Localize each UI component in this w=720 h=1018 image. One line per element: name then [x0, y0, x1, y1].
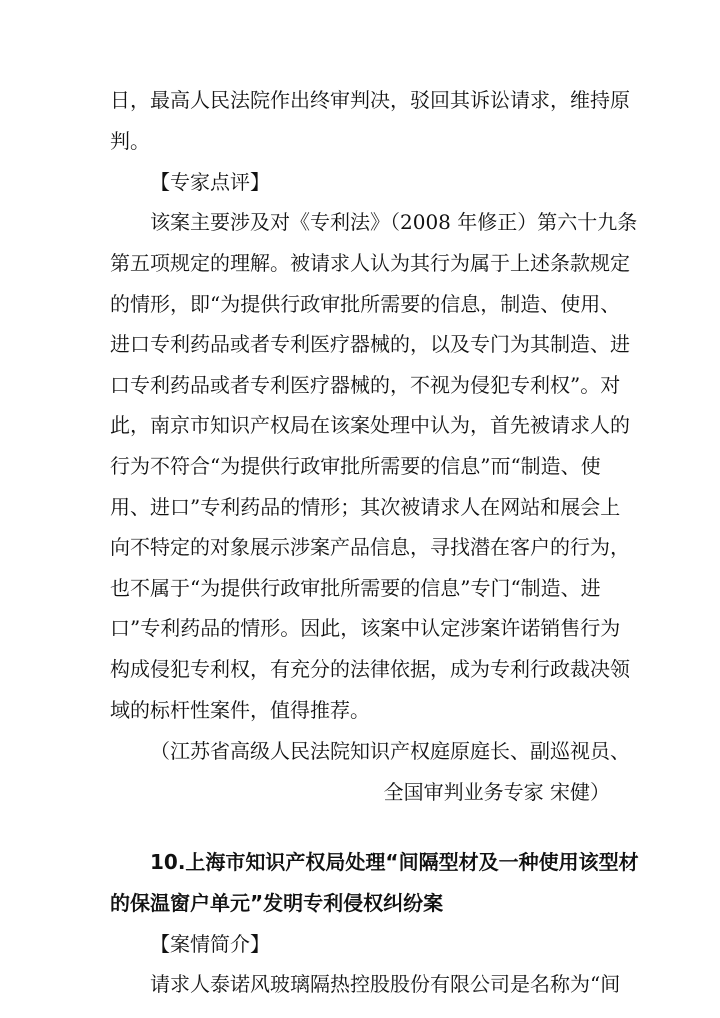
- body-line: 第五项规定的理解。被请求人认为其行为属于上述条款规定: [110, 251, 630, 275]
- body-line: 口专利药品或者专利医疗器械的，不视为侵犯专利权”。对: [110, 373, 621, 397]
- body-line: 进口专利药品或者专利医疗器械的，以及专门为其制造、进: [110, 332, 630, 356]
- body-line: 向不特定的对象展示涉案产品信息，寻找潜在客户的行为，: [110, 535, 630, 559]
- body-line: 也不属于“为提供行政审批所需要的信息”专门“制造、进: [110, 576, 601, 600]
- body-line: 域的标杆性案件，值得推荐。: [110, 698, 370, 722]
- body-line: 请求人泰诺风玻璃隔热控股股份有限公司是名称为“间: [150, 972, 621, 996]
- body-line: 构成侵犯专利权，有充分的法律依据，成为专利行政裁决领: [110, 657, 630, 681]
- body-line: 此，南京市知识产权局在该案处理中认为，首先被请求人的: [110, 413, 630, 437]
- case-title: 10.上海市知识产权局处理“间隔型材及一种使用该型材: [150, 850, 639, 874]
- body-line: 的情形，即“为提供行政审批所需要的信息，制造、使用、: [110, 292, 621, 316]
- body-line: 用、进口”专利药品的情形；其次被请求人在网站和展会上: [110, 495, 621, 519]
- section-heading-expert-comment: 【专家点评】: [150, 170, 270, 194]
- expert-attribution: （江苏省高级人民法院知识产权庭原庭长、副巡视员、: [150, 739, 630, 763]
- body-line: 口”专利药品的情形。因此，该案中认定涉案许诺销售行为: [110, 616, 621, 640]
- body-line: 该案主要涉及对《专利法》（2008 年修正）第六十九条: [150, 210, 638, 234]
- case-title: 的保温窗户单元”发明专利侵权纠纷案: [110, 891, 444, 915]
- body-line: 行为不符合“为提供行政审批所需要的信息”而“制造、使: [110, 454, 601, 478]
- expert-attribution: 全国审判业务专家 宋健）: [383, 780, 610, 804]
- section-heading-case-summary: 【案情简介】: [150, 932, 270, 956]
- body-line: 日，最高人民法院作出终审判决，驳回其诉讼请求，维持原: [110, 88, 630, 112]
- body-line: 判。: [110, 129, 150, 153]
